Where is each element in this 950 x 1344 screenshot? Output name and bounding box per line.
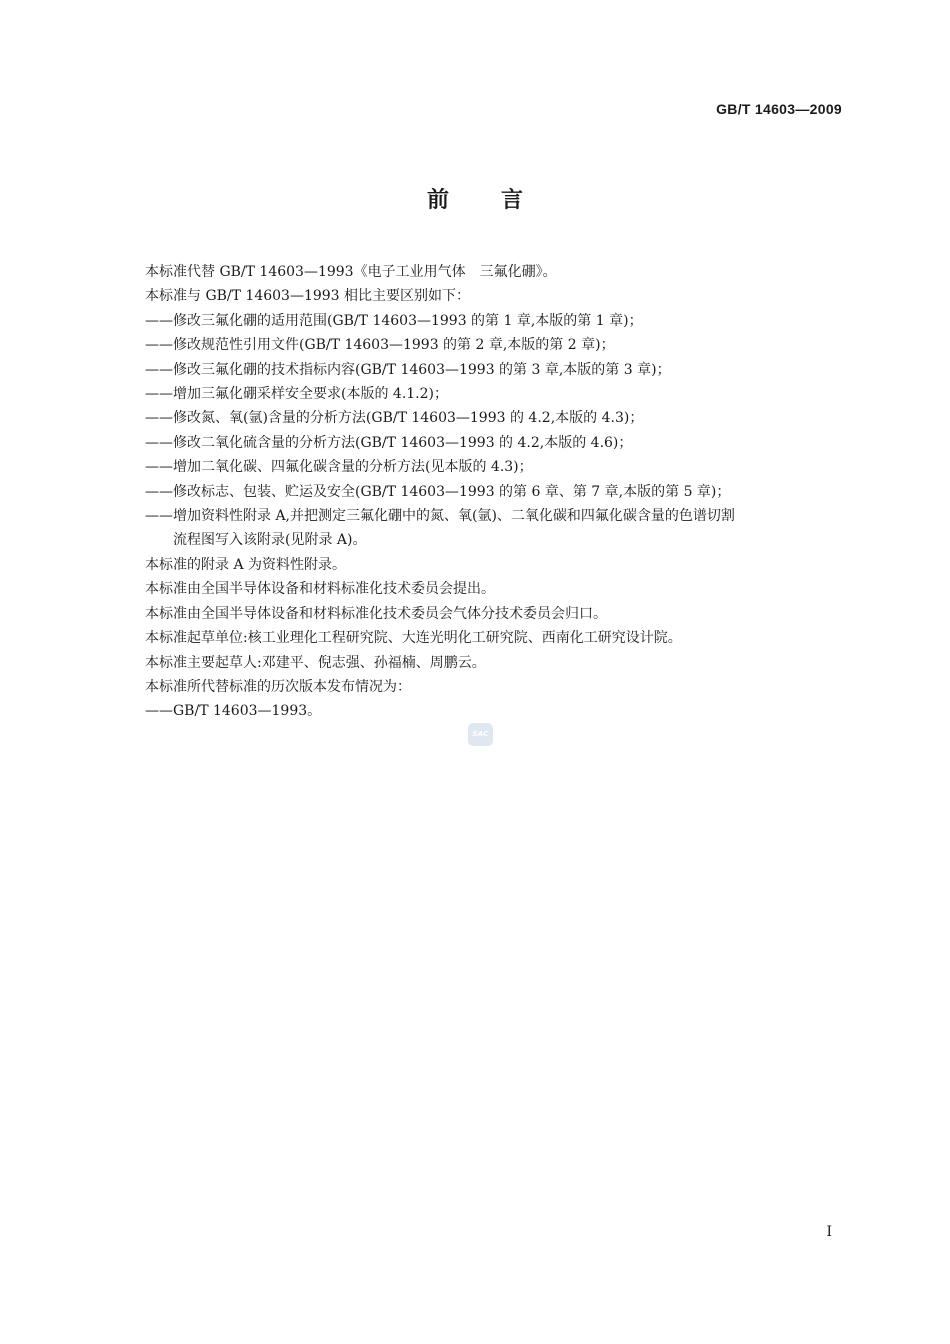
list-item-continuation: 流程图写入该附录(见附录 A)。: [173, 532, 367, 549]
list-item: ——增加二氧化碳、四氟化碳含量的分析方法(见本版的 4.3)；: [145, 459, 533, 476]
paragraph-line: 本标准由全国半导体设备和材料标准化技术委员会气体分技术委员会归口。: [145, 605, 607, 622]
page-title: 前言: [426, 188, 575, 213]
list-item: ——修改三氟化硼的技术指标内容(GB/T 14603—1993 的第 3 章,本版的第 3 章)；: [145, 361, 671, 378]
paragraph-line: 本标准主要起草人:邓建平、倪志强、孙福楠、周鹏云。: [145, 654, 486, 671]
list-item: ——修改二氧化硫含量的分析方法(GB/T 14603—1993 的 4.2,本版的 4.6)；: [145, 434, 633, 451]
standard-number: GB/T 14603—2009: [716, 101, 842, 117]
list-item: ——GB/T 14603—1993。: [145, 703, 322, 720]
foreword-body: [145, 260, 845, 724]
paragraph-line: 本标准与 GB/T 14603—1993 相比主要区别如下：: [145, 288, 471, 305]
paragraph-line: 本标准代替 GB/T 14603—1993《电子工业用气体 三氟化硼》。: [145, 264, 557, 280]
page-number: I: [826, 1224, 832, 1240]
list-item: ——修改规范性引用文件(GB/T 14603—1993 的第 2 章,本版的第 2 章)；: [145, 337, 615, 354]
list-item: ——修改三氟化硼的适用范围(GB/T 14603—1993 的第 1 章,本版的第 1 章)；: [145, 312, 643, 329]
list-item: ——增加资料性附录 A,并把测定三氟化硼中的氮、氧(氩)、二氧化碳和四氟化碳含量的色谱切割: [145, 508, 735, 525]
paragraph-line: 本标准的附录 A 为资料性附录。: [145, 556, 347, 573]
paragraph-line: 本标准起草单位:核工业理化工程研究院、大连光明化工研究院、西南化工研究设计院。: [145, 630, 682, 647]
sac-watermark-logo: SAC: [468, 723, 493, 746]
paragraph-line: 本标准由全国半导体设备和材料标准化技术委员会提出。: [145, 581, 495, 598]
list-item: ——修改标志、包装、贮运及安全(GB/T 14603—1993 的第 6 章、第 7 章,本版的第 5 章)；: [145, 483, 731, 500]
list-item: ——修改氮、氧(氩)含量的分析方法(GB/T 14603—1993 的 4.2,本版的 4.3)；: [145, 410, 644, 427]
paragraph-line: 本标准所代替标准的历次版本发布情况为：: [145, 678, 411, 695]
list-item: ——增加三氟化硼采样安全要求(本版的 4.1.2)；: [145, 386, 448, 403]
